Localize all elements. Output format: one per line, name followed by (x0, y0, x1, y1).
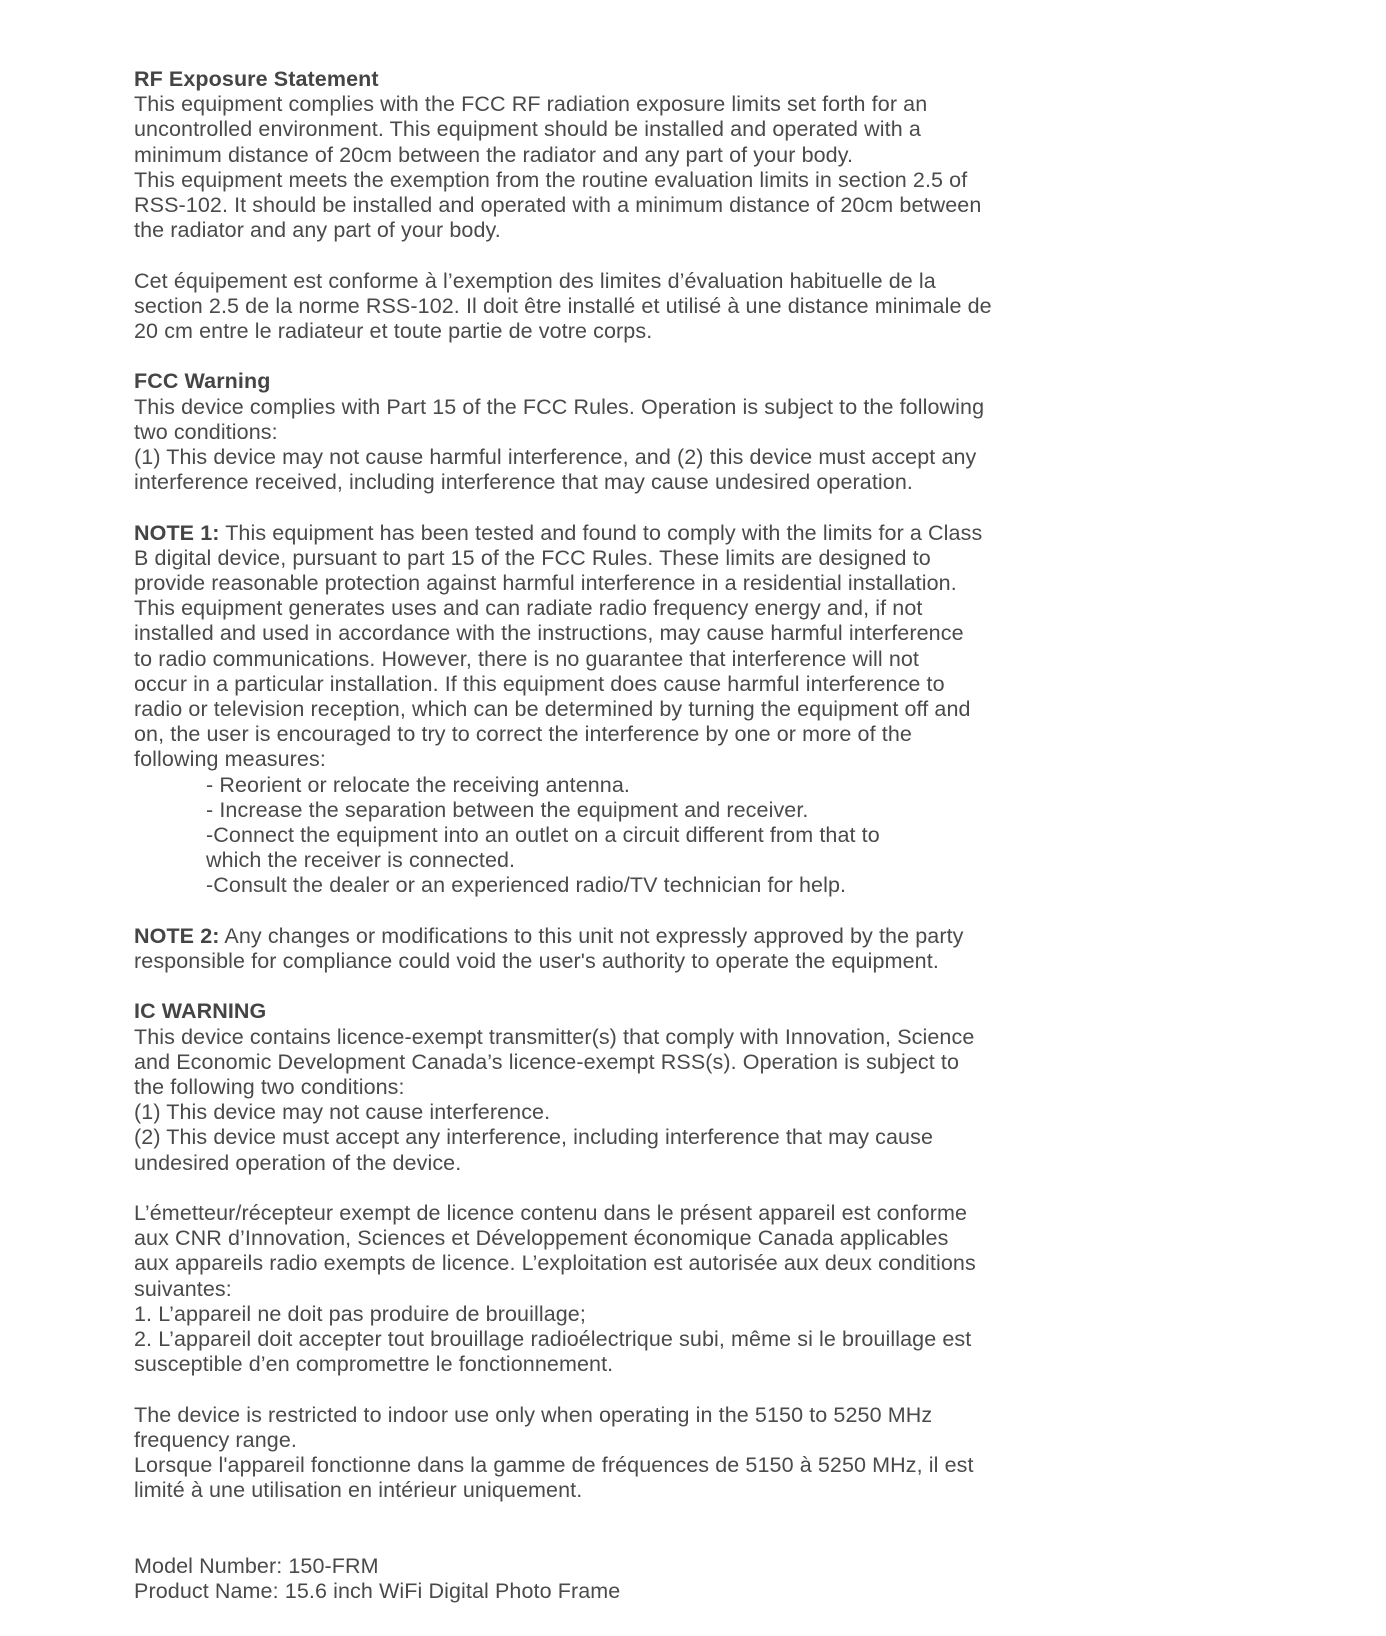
text-line: susceptible d’en compromettre le fonctionnement. (134, 1352, 614, 1377)
text-line: This device complies with Part 15 of the FCC Rules. Operation is subject to the following (134, 394, 985, 419)
spacer (134, 1503, 1154, 1528)
note-label: NOTE 2: (134, 923, 220, 948)
text-line: aux CNR d’Innovation, Sciences et Développement économique Canada applicables (134, 1226, 949, 1251)
note2-section (134, 924, 1154, 974)
note-text: This equipment has been tested and found to comply with the limits for a Class (219, 520, 983, 545)
spacer (134, 243, 1154, 268)
text-line: The device is restricted to indoor use only when operating in the 5150 to 5250 MHz (134, 1402, 933, 1427)
text-line: and Economic Development Canada’s licence-exempt RSS(s). Operation is subject to (134, 1049, 959, 1074)
text-line: RSS-102. It should be installed and operated with a minimum distance of 20cm between (134, 193, 982, 218)
text-line: installed and used in accordance with the instructions, may cause harmful interference (134, 621, 964, 646)
text-line: (1) This device may not cause interference. (134, 1100, 551, 1125)
text-line: This equipment generates uses and can radiate radio frequency energy and, if not (134, 596, 923, 621)
text-line (134, 521, 1154, 546)
text-line: This equipment complies with the FCC RF radiation exposure limits set forth for an (134, 92, 928, 117)
note1-section (134, 521, 1154, 899)
ic-warning-section (134, 999, 1154, 1377)
text-line: section 2.5 de la norme RSS-102. Il doit être installé et utilisé à une distance minimale de (134, 293, 992, 318)
spacer (134, 1529, 1154, 1554)
text-line: frequency range. (134, 1427, 297, 1452)
measure-item: -Connect the equipment into an outlet on a circuit different from that to (206, 823, 880, 848)
measure-item: which the receiver is connected. (206, 848, 516, 873)
text-line (134, 924, 1154, 949)
text-line: uncontrolled environment. This equipment should be installed and operated with a (134, 117, 921, 142)
text-line: Cet équipement est conforme à l’exemption des limites d’évaluation habituelle de la (134, 268, 936, 293)
text-line: limité à une utilisation en intérieur uniquement. (134, 1478, 583, 1503)
model-number: Model Number: 150-FRM (134, 1553, 379, 1578)
rf-exposure-section (134, 67, 1154, 344)
section-heading: RF Exposure Statement (134, 67, 379, 91)
text-line: occur in a particular installation. If this equipment does cause harmful interference to (134, 671, 945, 696)
text-line: provide reasonable protection against harmful interference in a residential installation. (134, 571, 957, 596)
spacer (134, 495, 1154, 520)
measure-item: - Increase the separation between the equipment and receiver. (206, 797, 809, 822)
text-line: 2. L’appareil doit accepter tout brouillage radioélectrique subi, même si le brouillage est (134, 1327, 972, 1352)
section-heading: FCC Warning (134, 369, 271, 394)
fcc-warning-section (134, 369, 1154, 495)
text-line: (1) This device may not cause harmful interference, and (2) this device must accept any (134, 445, 977, 470)
text-line: This equipment meets the exemption from the routine evaluation limits in section 2.5 of (134, 167, 968, 192)
note-label: NOTE 1: (134, 520, 220, 545)
text-line: 20 cm entre le radiateur et toute partie de votre corps. (134, 319, 653, 344)
text-line: (2) This device must accept any interference, including interference that may cause (134, 1125, 934, 1150)
text-line: 1. L’appareil ne doit pas produire de brouillage; (134, 1301, 586, 1326)
text-line: radio or television reception, which can be determined by turning the equipment off and (134, 697, 971, 722)
product-name: Product Name: 15.6 inch WiFi Digital Photo Frame (134, 1579, 621, 1604)
measure-item: - Reorient or relocate the receiving antenna. (206, 772, 630, 797)
text-line: minimum distance of 20cm between the radiator and any part of your body. (134, 142, 854, 167)
spacer (134, 1377, 1154, 1402)
text-line: interference received, including interference that may cause undesired operation. (134, 470, 913, 495)
document-body (134, 67, 1154, 1604)
text-line: two conditions: (134, 419, 278, 444)
spacer (134, 974, 1154, 999)
product-info-section (134, 1554, 1154, 1604)
text-line: suivantes: (134, 1276, 232, 1301)
text-line: aux appareils radio exempts de licence. L’exploitation est autorisée aux deux conditions (134, 1251, 976, 1276)
text-line: following measures: (134, 747, 326, 772)
text-line: B digital device, pursuant to part 15 of the FCC Rules. These limits are designed to (134, 545, 931, 570)
note-text: Any changes or modifications to this unit not expressly approved by the party (219, 923, 964, 948)
text-line: Lorsque l'appareil fonctionne dans la gamme de fréquences de 5150 à 5250 MHz, il est (134, 1453, 974, 1478)
text-line: L’émetteur/récepteur exempt de licence contenu dans le présent appareil est conforme (134, 1201, 968, 1226)
spacer (134, 1176, 1154, 1201)
measure-item: -Consult the dealer or an experienced radio/TV technician for help. (206, 873, 847, 898)
text-line: This device contains licence-exempt transmitter(s) that comply with Innovation, Science (134, 1024, 975, 1049)
spacer (134, 899, 1154, 924)
spacer (134, 344, 1154, 369)
text-line: on, the user is encouraged to try to correct the interference by one or more of the (134, 722, 912, 747)
section-heading: IC WARNING (134, 999, 267, 1024)
text-line: the radiator and any part of your body. (134, 218, 501, 243)
indoor-use-section (134, 1403, 1154, 1504)
text-line: to radio communications. However, there is no guarantee that interference will not (134, 646, 920, 671)
text-line: the following two conditions: (134, 1075, 405, 1100)
text-line: responsible for compliance could void the user's authority to operate the equipment. (134, 949, 939, 974)
text-line: undesired operation of the device. (134, 1150, 462, 1175)
